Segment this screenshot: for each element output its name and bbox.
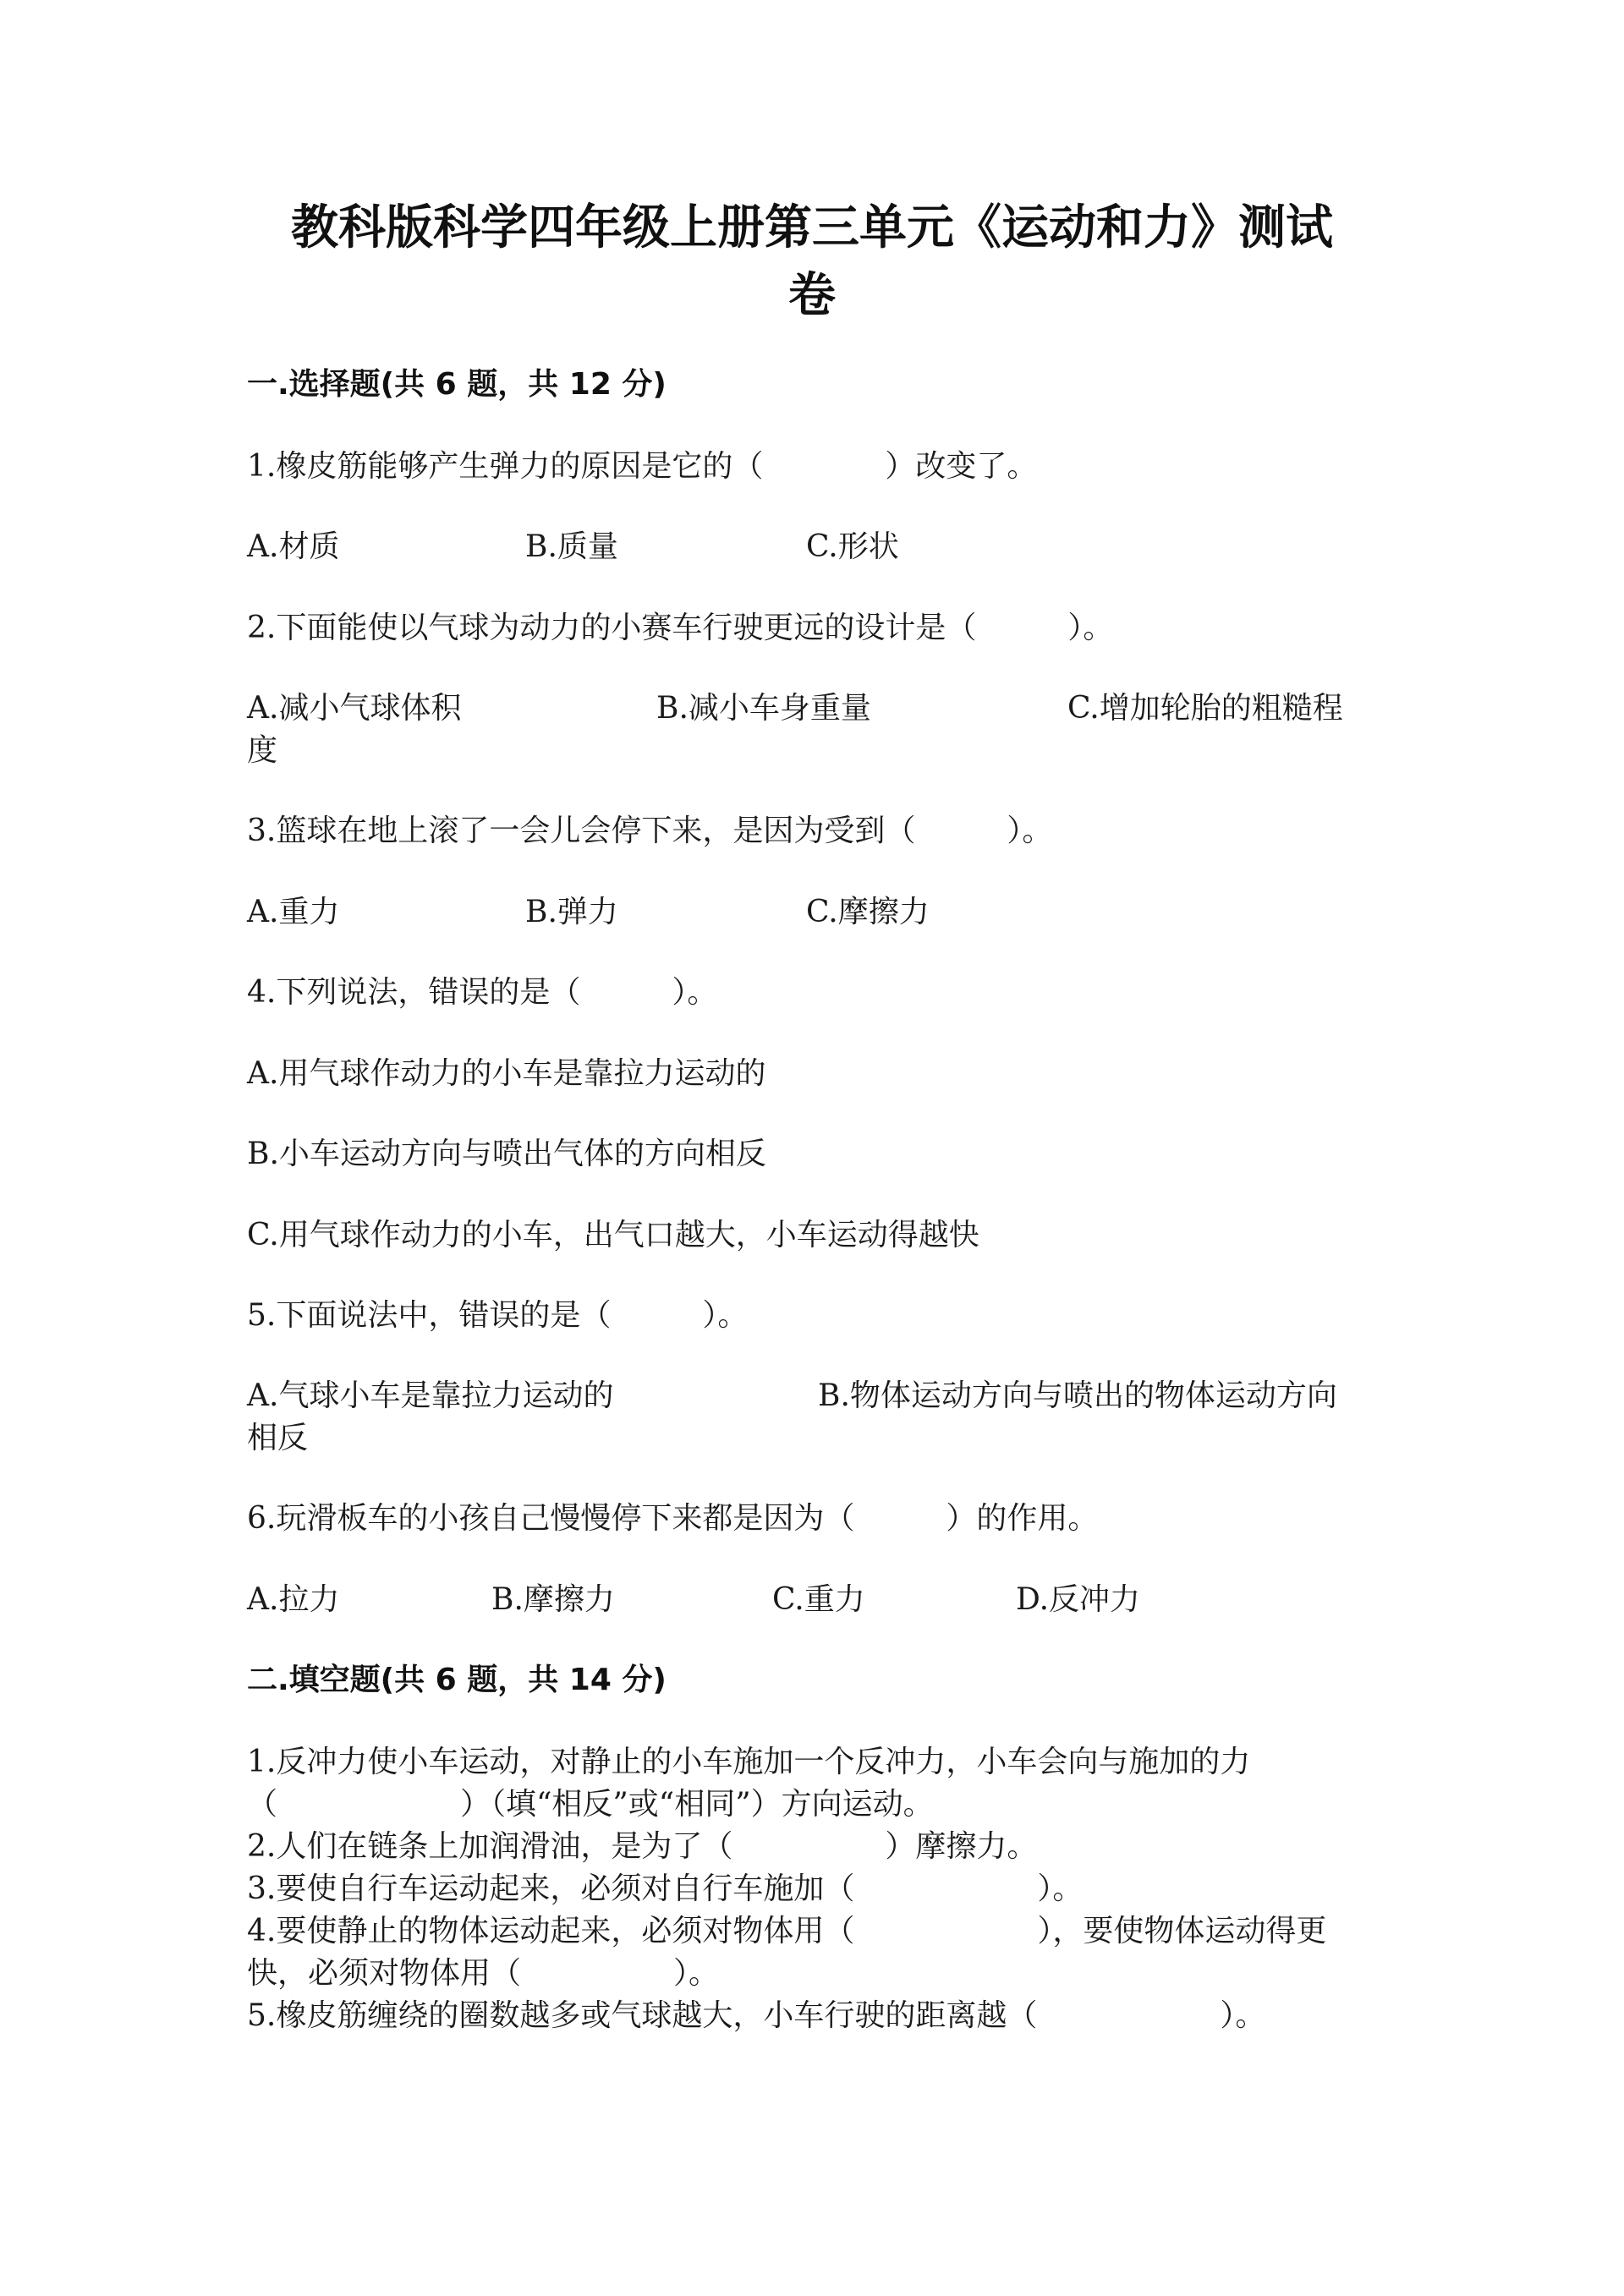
question-3-option-b: B.弹力	[525, 895, 618, 929]
question-1-option-c: C.形状	[806, 529, 899, 564]
question-4-option-a: A.用气球作动力的小车是靠拉力运动的	[247, 1056, 766, 1091]
question-6-option-c: C.重力	[772, 1582, 865, 1617]
question-2-option-a: A.减小气球体积	[247, 691, 462, 726]
question-2-option-c-wrap: 度	[247, 733, 278, 768]
fill-blank-line-4: 3.要使自行车运动起来，必须对自行车施加（ ）。	[247, 1871, 1084, 1906]
title-line-2: 卷	[788, 268, 836, 323]
question-3-option-c: C.摩擦力	[806, 895, 930, 929]
section-heading-fill-blank: 二.填空题(共 6 题，共 14 分)	[247, 1663, 667, 1697]
fill-blank-line-1: 1.反冲力使小车运动，对静止的小车施加一个反冲力，小车会向与施加的力	[247, 1745, 1251, 1779]
question-6-option-d: D.反冲力	[1016, 1582, 1141, 1617]
question-1-option-a: A.材质	[247, 529, 340, 564]
question-4-option-c: C.用气球作动力的小车，出气口越大，小车运动得越快	[247, 1218, 979, 1252]
title-line-1: 教科版科学四年级上册第三单元《运动和力》测试	[291, 200, 1333, 255]
section-heading-choice: 一.选择题(共 6 题，共 12 分)	[247, 367, 667, 402]
question-2-option-b: B.减小车身重量	[656, 691, 871, 726]
question-3-option-a: A.重力	[247, 895, 340, 929]
question-4-stem: 4.下列说法，错误的是（ ）。	[247, 975, 718, 1010]
question-1-option-b: B.质量	[525, 529, 618, 564]
fill-blank-line-6: 快，必须对物体用（ ）。	[247, 1956, 720, 1991]
question-3-stem: 3.篮球在地上滚了一会儿会停下来，是因为受到（ ）。	[247, 814, 1053, 848]
fill-blank-line-3: 2.人们在链条上加润滑油，是为了（ ）摩擦力。	[247, 1829, 1038, 1864]
question-2-option-c: C.增加轮胎的粗糙程	[1067, 691, 1343, 726]
question-6-option-a: A.拉力	[247, 1582, 340, 1617]
question-5-option-b-wrap: 相反	[247, 1421, 309, 1455]
question-4-option-b: B.小车运动方向与喷出气体的方向相反	[247, 1137, 766, 1171]
question-6-stem: 6.玩滑板车的小孩自己慢慢停下来都是因为（ ）的作用。	[247, 1501, 1099, 1536]
question-5-option-b: B.物体运动方向与喷出的物体运动方向	[818, 1378, 1337, 1413]
fill-blank-line-5: 4.要使静止的物体运动起来，必须对物体用（ ），要使物体运动得更	[247, 1914, 1327, 1948]
question-2-stem: 2.下面能使以气球为动力的小赛车行驶更远的设计是（ ）。	[247, 611, 1114, 645]
question-5-option-a: A.气球小车是靠拉力运动的	[247, 1378, 614, 1413]
fill-blank-line-7: 5.橡皮筋缠绕的圈数越多或气球越大，小车行驶的距离越（ ）。	[247, 1998, 1266, 2033]
fill-blank-line-2: （ ）（填“相反”或“相同”）方向运动。	[247, 1787, 934, 1822]
question-5-stem: 5.下面说法中，错误的是（ ）。	[247, 1298, 749, 1333]
page-title	[220, 195, 1404, 330]
question-1-stem: 1.橡皮筋能够产生弹力的原因是它的（ ）改变了。	[247, 449, 1038, 484]
question-6-option-b: B.摩擦力	[491, 1582, 615, 1617]
